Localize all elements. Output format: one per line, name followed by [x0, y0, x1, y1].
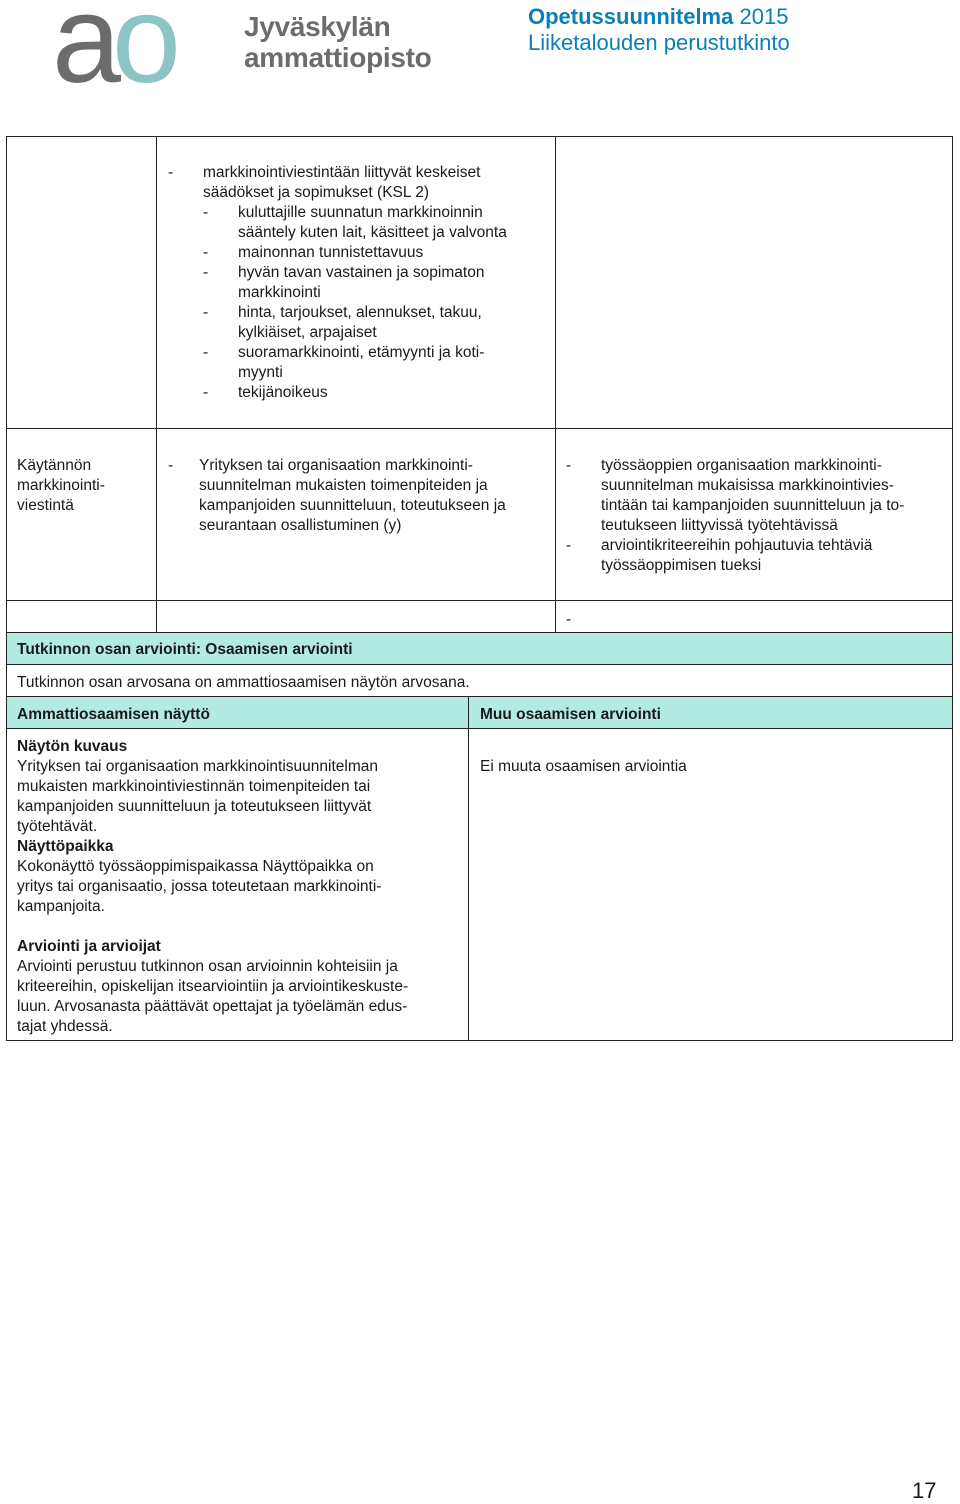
list-item-text: säädökset ja sopimukset (KSL 2) [203, 184, 430, 201]
list-item [168, 343, 552, 363]
list-item-text: seurantaan osallistuminen (y) [199, 517, 402, 534]
list-dash: - [203, 384, 209, 401]
block-line: kampanjoiden suunnitteluun ja toteutukseen liittyvät [17, 798, 372, 815]
list-dash: - [203, 264, 209, 281]
block-line: luun. Arvosanasta päättävät opettajat ja työelämän edus- [17, 998, 408, 1015]
list-item-text: työssäoppien organisaation markkinointi- [601, 457, 882, 474]
list-item [566, 476, 951, 496]
list-item [168, 303, 552, 323]
list-item [168, 163, 552, 183]
list-dash: - [566, 457, 572, 474]
list-item-text: hinta, tarjoukset, alennukset, takuu, [238, 304, 482, 321]
list-item [168, 223, 552, 243]
list-item-text: kampanjoiden suunnitteluun, toteutukseen ja [199, 497, 506, 514]
block-line: yritys tai organisaatio, jossa toteutetaan markkinointi- [17, 878, 382, 895]
list-item-text: hyvän tavan vastainen ja sopimaton [238, 264, 485, 281]
list-item-text: suunnitelman mukaisissa markkinointivies- [601, 477, 894, 494]
list-item-text: myynti [238, 364, 283, 381]
block-title: Näytön kuvaus [17, 738, 128, 755]
block-line: työtehtävät. [17, 818, 98, 835]
list-item [168, 183, 552, 203]
list-item-text: mainonnan tunnistettavuus [238, 244, 424, 261]
document-year: 2015 [739, 4, 789, 29]
list-item [566, 536, 951, 556]
logo-name-line1: Jyväskylän [244, 11, 391, 42]
block-line: Kokonäyttö työssäoppimispaikassa Näyttöpaikka on [17, 858, 374, 875]
block-line: kriteereihin, opiskelijan itsearviointiin ja arviointikeskuste- [17, 978, 409, 995]
list-item-text: markkinointi [238, 284, 321, 301]
list-item [168, 283, 552, 303]
list-item [566, 556, 951, 576]
list-dash: - [203, 244, 209, 261]
assessment-heading: Tutkinnon osan arviointi: Osaamisen arviointi [17, 641, 353, 658]
right-column-header: Muu osaamisen arviointi [480, 706, 661, 723]
document-subtitle: Liiketalouden perustutkinto [528, 30, 790, 55]
list-item [566, 516, 951, 536]
list-item-text: sääntely kuten lait, käsitteet ja valvonta [238, 224, 507, 241]
block-line: Arviointi perustuu tutkinnon osan arvioinnin kohteisiin ja [17, 958, 398, 975]
list-item [168, 243, 552, 263]
list-item-text: tekijänoikeus [238, 384, 328, 401]
list-item-text: markkinointiviestintään liittyvät keskeiset [203, 164, 481, 181]
list-item-text: teutukseen liittyvissä työtehtävissä [601, 517, 838, 534]
row-label-line: Käytännön [17, 457, 92, 474]
list-item [168, 476, 552, 496]
practical-goals-list [168, 456, 552, 536]
list-item-text: Yrityksen tai organisaation markkinointi- [199, 457, 473, 474]
demonstration-description [17, 737, 465, 917]
document-title [528, 4, 788, 30]
list-item [168, 363, 552, 383]
assessors-description [17, 937, 465, 1037]
list-item-text: suoramarkkinointi, etämyynti ja koti- [238, 344, 485, 361]
page-number: 17 [912, 1478, 937, 1503]
block-title: Arviointi ja arvioijat [17, 938, 161, 955]
logo-name-line2: ammattiopisto [244, 42, 432, 73]
legislation-list [168, 163, 552, 403]
list-dash: - [203, 344, 209, 361]
list-item-text: työssäoppimisen tueksi [601, 557, 762, 574]
list-dash: - [203, 304, 209, 321]
row-label-line: viestintä [17, 497, 74, 514]
block-line: tajat yhdessä. [17, 1018, 113, 1035]
list-item-text: arviointikriteereihin pohjautuvia tehtäviä [601, 537, 873, 554]
document-title-bold: Opetussuunnitelma [528, 4, 734, 29]
list-item [168, 323, 552, 343]
list-item [168, 456, 552, 476]
list-item [168, 516, 552, 536]
block-line: mukaisten markkinointiviestinnän toimenpiteiden tai [17, 778, 371, 795]
list-dash: - [566, 537, 572, 554]
list-item-text: kylkiäiset, arpajaiset [238, 324, 377, 341]
list-item [168, 263, 552, 283]
list-item [168, 383, 552, 403]
list-dash: - [168, 164, 174, 181]
list-item [566, 496, 951, 516]
block-line: kampanjoita. [17, 898, 105, 915]
grade-note: Tutkinnon osan arvosana on ammattiosaamisen näytön arvosana. [17, 674, 470, 691]
list-item-text: kuluttajille suunnatun markkinoinnin [238, 204, 483, 221]
block-line: Yrityksen tai organisaation markkinointisuunnitelman [17, 758, 378, 775]
list-dash: - [203, 204, 209, 221]
list-item [168, 496, 552, 516]
list-item-text: suunnitelman mukaisten toimenpiteiden ja [199, 477, 488, 494]
row-label-line: markkinointi- [17, 477, 105, 494]
row-label-practical-communication [17, 456, 153, 516]
block-title: Näyttöpaikka [17, 838, 114, 855]
workplace-learning-list [566, 456, 951, 576]
empty-row-dash: - [566, 611, 572, 628]
list-dash: - [168, 457, 174, 474]
left-column-header: Ammattiosaamisen näyttö [17, 706, 210, 723]
other-assessment-text: Ei muuta osaamisen arviointia [480, 758, 687, 775]
logo-letter-o: o [112, 0, 181, 109]
list-item-text: tintään tai kampanjoiden suunnitteluun ja to- [601, 497, 905, 514]
logo-letter-a: a [52, 0, 121, 109]
list-item [566, 456, 951, 476]
list-item [168, 203, 552, 223]
